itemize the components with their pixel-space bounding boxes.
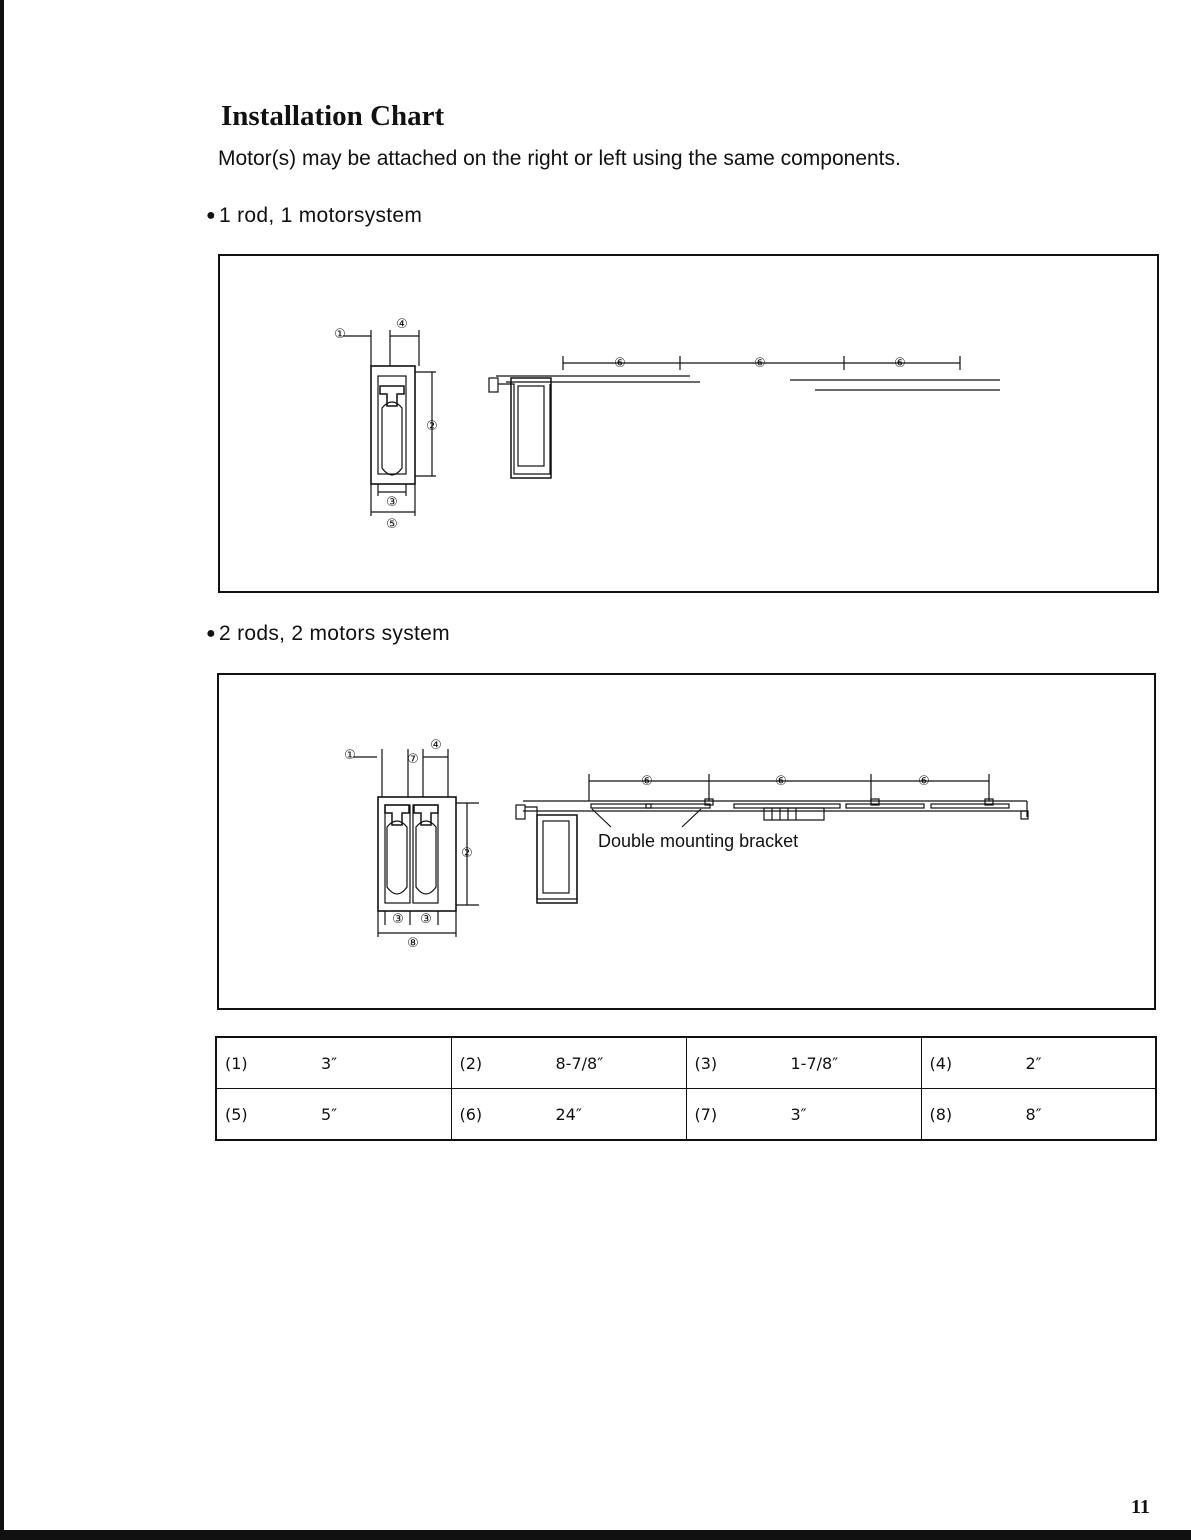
bullet-icon: ● — [206, 207, 216, 224]
dimension-value: 24″ — [555, 1104, 582, 1124]
dimension-value: 5″ — [321, 1104, 338, 1124]
page-number: 11 — [1131, 1496, 1150, 1518]
dimension-label: (7) — [694, 1104, 718, 1124]
marker-6c: ⑥ — [894, 356, 906, 371]
diagram-1-rod-1-motor — [218, 254, 1159, 593]
side-view-drawing — [489, 376, 1000, 478]
marker-3: ③ — [386, 495, 398, 510]
dimension-value: 8-7/8″ — [555, 1053, 604, 1073]
marker-1: ① — [344, 748, 356, 763]
dimension-label: (2) — [459, 1053, 483, 1073]
section-2-heading — [206, 622, 450, 646]
end-view-drawing — [353, 749, 479, 937]
table-cell — [921, 1037, 1156, 1089]
dimension-label: (4) — [929, 1053, 953, 1073]
table-cell — [216, 1037, 451, 1089]
marker-7: ⑦ — [407, 752, 419, 767]
dimensions-table — [215, 1036, 1157, 1141]
marker-1: ① — [334, 327, 346, 342]
dimension-value: 2″ — [1025, 1053, 1042, 1073]
marker-2: ② — [461, 846, 473, 861]
table-cell — [921, 1089, 1156, 1141]
marker-6a: ⑥ — [641, 774, 653, 789]
diagram-2-rods-2-motors — [217, 673, 1156, 1010]
section-1-heading — [206, 204, 422, 228]
double-mounting-bracket-label: Double mounting bracket — [598, 831, 799, 851]
dimension-label: (8) — [929, 1104, 953, 1124]
dimension-value: 3″ — [790, 1104, 807, 1124]
page-subtitle: Motor(s) may be attached on the right or left using the same components. — [218, 147, 901, 170]
dimension-label: (3) — [694, 1053, 718, 1073]
diagram-2-drawing — [219, 675, 1158, 1012]
diagram-1-drawing — [220, 256, 1161, 595]
page-bottom-edge — [0, 1530, 1191, 1540]
marker-6c: ⑥ — [918, 774, 930, 789]
dimension-label: (6) — [459, 1104, 483, 1124]
dimension-label: (5) — [225, 1104, 248, 1124]
marker-6b: ⑥ — [775, 774, 787, 789]
side-view-drawing — [516, 799, 1028, 903]
dimension-value: 3″ — [321, 1053, 338, 1073]
marker-6a: ⑥ — [614, 356, 626, 371]
marker-2: ② — [426, 419, 438, 434]
table-row — [216, 1089, 1156, 1141]
page-left-edge — [0, 0, 4, 1540]
table-cell — [686, 1089, 921, 1141]
dimension-value: 1-7/8″ — [790, 1053, 839, 1073]
marker-3a: ③ — [392, 912, 404, 927]
table-cell — [216, 1089, 451, 1141]
table-cell — [451, 1089, 686, 1141]
marker-4: ④ — [396, 317, 408, 332]
end-view-drawing — [343, 330, 436, 516]
marker-6b: ⑥ — [754, 356, 766, 371]
bullet-icon: ● — [206, 625, 216, 642]
table-cell — [686, 1037, 921, 1089]
marker-8: ⑧ — [407, 936, 419, 951]
marker-5: ⑤ — [386, 517, 398, 532]
table-row — [216, 1037, 1156, 1089]
table-cell — [451, 1037, 686, 1089]
dimension-value: 8″ — [1025, 1104, 1042, 1124]
marker-4: ④ — [430, 738, 442, 753]
dimension-label: (1) — [225, 1053, 248, 1073]
section-2-label: 2 rods, 2 motors system — [218, 622, 450, 645]
marker-3b: ③ — [420, 912, 432, 927]
page-title: Installation Chart — [221, 100, 445, 132]
section-1-label: 1 rod, 1 motorsystem — [218, 204, 423, 227]
